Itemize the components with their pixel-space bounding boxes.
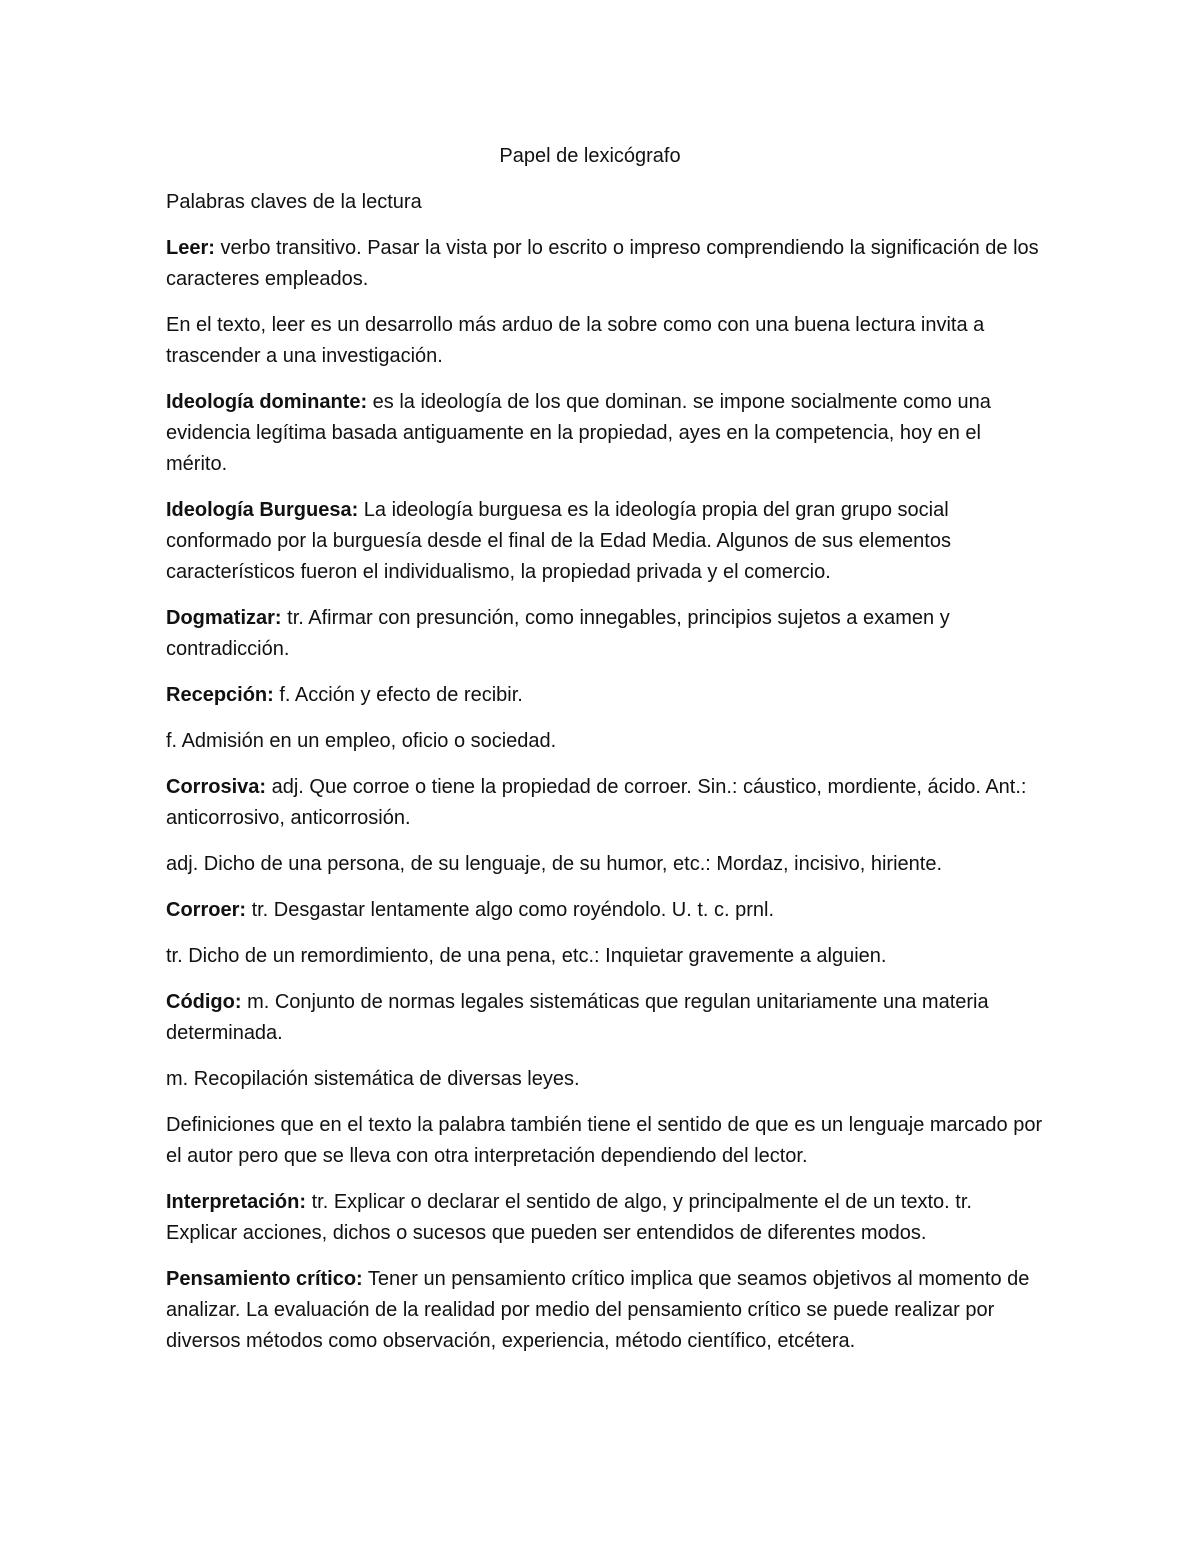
entry-definition: Tener un pensamiento crítico implica que seamos objetivos al momento de analizar. La evaluación de la realidad por medio del pensamiento crítico se puede realizar por diversos métodos como observación, experiencia, método científico, etcétera. [166, 1268, 1030, 1352]
entry-ideologia-dominante [166, 387, 1046, 480]
entry-definition: adj. Dicho de una persona, de su lenguaje, de su humor, etc.: Mordaz, incisivo, hiriente. [166, 853, 943, 875]
entry-definition: es la ideología de los que dominan. se impone socialmente como una evidencia legítima basada antiguamente en la propiedad, ayes en la competencia, hoy en el mérito. [166, 391, 991, 475]
entry-definition: m. Conjunto de normas legales sistemáticas que regulan unitariamente una materia determinada. [166, 991, 989, 1044]
entry-corrosiva [166, 772, 1046, 834]
entry-definition: La ideología burguesa es la ideología propia del gran grupo social conformado por la burguesía desde el final de la Edad Media. Algunos de sus elementos característicos fueron el individualismo, la propiedad privada y el comercio. [166, 499, 951, 583]
entry-term: Código: [166, 991, 242, 1013]
entry-corrosiva-2 [166, 849, 1046, 880]
entry-interpretacion [166, 1187, 1046, 1249]
entry-term: Interpretación: [166, 1191, 307, 1213]
entry-codigo [166, 987, 1046, 1049]
entry-codigo-2 [166, 1064, 1046, 1095]
entry-definition: tr. Explicar o declarar el sentido de algo, y principalmente el de un texto. tr. Explicar acciones, dichos o sucesos que pueden ser entendidos de diferentes modos. [166, 1191, 972, 1244]
entry-term: Ideología Burguesa: [166, 499, 359, 521]
document-subtitle: Palabras claves de la lectura [166, 191, 422, 213]
entry-term: Corrosiva: [166, 776, 267, 798]
entry-leer [166, 233, 1046, 295]
entry-definition: Definiciones que en el texto la palabra también tiene el sentido de que es un lenguaje marcado por el autor pero que se lleva con otra interpretación dependiendo del lector. [166, 1114, 1043, 1167]
entry-term: Corroer: [166, 899, 247, 921]
entry-recepcion-2 [166, 726, 1046, 757]
entry-definition: m. Recopilación sistemática de diversas leyes. [166, 1068, 580, 1090]
entry-term: Ideología dominante: [166, 391, 368, 413]
entry-definition: adj. Que corroe o tiene la propiedad de corroer. Sin.: cáustico, mordiente, ácido. Ant.: anticorrosivo, anticorrosión. [166, 776, 1027, 829]
entry-definition: tr. Afirmar con presunción, como innegables, principios sujetos a examen y contradicción. [166, 607, 950, 660]
entry-corroer-2 [166, 941, 1046, 972]
entry-definition: En el texto, leer es un desarrollo más arduo de la sobre como con una buena lectura invita a trascender a una investigación. [166, 314, 985, 367]
entry-dogmatizar [166, 603, 1046, 665]
entry-definition: f. Admisión en un empleo, oficio o sociedad. [166, 730, 557, 752]
entry-term: Dogmatizar: [166, 607, 282, 629]
entry-definition: tr. Dicho de un remordimiento, de una pena, etc.: Inquietar gravemente a alguien. [166, 945, 887, 967]
entry-definition: f. Acción y efecto de recibir. [273, 684, 523, 706]
entry-corroer [166, 895, 1046, 926]
entry-definition: verbo transitivo. Pasar la vista por lo escrito o impreso comprendiendo la significación de los caracteres empleados. [166, 237, 1039, 290]
entry-term: Leer: [166, 237, 215, 259]
entry-term: Pensamiento crítico: [166, 1268, 363, 1290]
entry-ideologia-burguesa [166, 495, 1046, 588]
entry-leer-context [166, 310, 1046, 372]
entry-pensamiento-critico [166, 1264, 1046, 1357]
entry-definition: tr. Desgastar lentamente algo como royéndolo. U. t. c. prnl. [246, 899, 775, 921]
document-page [166, 141, 1046, 1372]
entry-codigo-context [166, 1110, 1046, 1172]
entry-recepcion [166, 680, 1046, 711]
document-title: Papel de lexicógrafo [499, 145, 681, 167]
entry-term: Recepción: [166, 684, 274, 706]
